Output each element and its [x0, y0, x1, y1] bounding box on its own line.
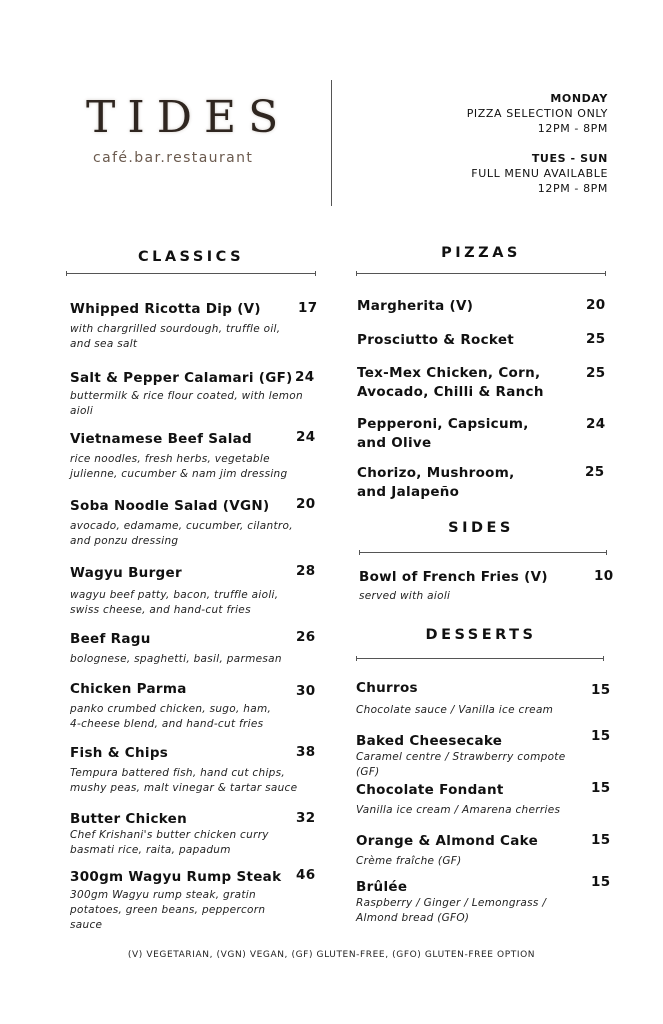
item-description: panko crumbed chicken, sugo, ham, 4-cheese blend, and hand-cut fries [70, 703, 272, 730]
item-price: 24 [296, 429, 316, 445]
item-price: 25 [585, 464, 605, 480]
hours-monday [467, 91, 608, 136]
menu-item [70, 868, 320, 933]
hours-line: PIZZA SELECTION ONLY [466, 107, 608, 120]
item-price: 32 [296, 810, 316, 826]
item-description: Chef Krishani's butter chicken curry basmati rice, raita, papadum [70, 829, 269, 856]
item-name: Margherita (V) [357, 298, 474, 314]
item-price: 26 [296, 629, 316, 645]
item-price: 28 [296, 563, 316, 579]
item-price: 25 [586, 331, 606, 347]
item-description: buttermilk & rice flour coated, with lemon aioli [70, 390, 303, 417]
item-description: with chargrilled sourdough, truffle oil, and sea salt [70, 323, 281, 350]
item-description: rice noodles, fresh herbs, vegetable julienne, cucumber & nam jim dressing [70, 453, 288, 480]
item-description: Crème fraîche (GF) [356, 855, 462, 867]
hours-line: FULL MENU AVAILABLE [471, 167, 608, 180]
item-price: 15 [591, 682, 611, 698]
item-description: Chocolate sauce / Vanilla ice cream [356, 704, 554, 716]
item-name: Chorizo, Mushroom, and Jalapeño [357, 465, 515, 500]
menu-item [359, 568, 589, 604]
hours-day: TUES - SUN [531, 152, 608, 165]
item-price: 24 [586, 416, 606, 432]
menu-item [356, 679, 591, 718]
item-price: 30 [296, 683, 316, 699]
pizzas-heading: PIZZAS [441, 245, 521, 261]
menu-item [357, 331, 577, 349]
item-name: Bowl of French Fries (V) [359, 569, 548, 585]
item-name: Chocolate Fondant [356, 782, 504, 798]
menu-item [357, 364, 577, 402]
item-name: Soba Noodle Salad (VGN) [70, 498, 270, 514]
item-price: 25 [586, 365, 606, 381]
hours-line: 12PM - 8PM [537, 182, 608, 195]
item-name: Baked Cheesecake [356, 733, 503, 749]
menu-item [70, 810, 320, 858]
item-name: Butter Chicken [70, 811, 188, 827]
menu-item [70, 369, 320, 419]
item-price: 20 [296, 496, 316, 512]
menu-item [70, 497, 320, 549]
item-price: 17 [298, 300, 318, 316]
item-name: Beef Ragu [70, 631, 151, 647]
item-name: Brûlée [356, 879, 408, 895]
item-name: Salt & Pepper Calamari (GF) [70, 370, 293, 386]
item-name: Orange & Almond Cake [356, 833, 539, 849]
classics-heading: CLASSICS [137, 249, 245, 265]
dietary-legend: (V) VEGETARIAN, (VGN) VEGAN, (GF) GLUTEN-FREE, (GFO) GLUTEN-FREE OPTION [127, 950, 536, 960]
hours-tues-sun [471, 151, 608, 196]
header-divider [331, 80, 332, 206]
item-description: wagyu beef patty, bacon, truffle aioli, swiss cheese, and hand-cut fries [70, 589, 279, 616]
item-description: served with aioli [359, 590, 451, 602]
hours-line: 12PM - 8PM [537, 122, 608, 135]
menu-item [356, 878, 591, 926]
desserts-heading: DESSERTS [425, 627, 537, 643]
item-name: 300gm Wagyu Rump Steak [70, 869, 282, 885]
menu-item [70, 300, 320, 352]
item-price: 15 [591, 728, 611, 744]
menu-item [357, 415, 577, 453]
item-description: bolognese, spaghetti, basil, parmesan [70, 653, 282, 665]
item-name: Chicken Parma [70, 681, 187, 697]
item-price: 10 [594, 568, 614, 584]
item-name: Vietnamese Beef Salad [70, 431, 252, 447]
desserts-rule [356, 658, 604, 659]
item-price: 20 [586, 297, 606, 313]
item-price: 38 [296, 744, 316, 760]
item-price: 15 [591, 832, 611, 848]
item-name: Prosciutto & Rocket [357, 332, 515, 348]
item-name: Whipped Ricotta Dip (V) [70, 301, 261, 317]
menu-item [356, 781, 591, 818]
sides-rule [359, 552, 607, 553]
item-description: Caramel centre / Strawberry compote (GF) [356, 751, 566, 778]
item-name: Fish & Chips [70, 745, 169, 761]
menu-item [70, 680, 320, 732]
menu-item [356, 832, 591, 869]
menu-item [356, 732, 591, 780]
item-name: Churros [356, 680, 418, 696]
menu-item [357, 464, 577, 502]
item-name: Wagyu Burger [70, 565, 182, 581]
restaurant-logo: TIDES [86, 92, 291, 143]
item-description: Raspberry / Ginger / Lemongrass / Almond bread (GFO) [356, 897, 547, 924]
pizzas-rule [356, 273, 606, 274]
item-name: Pepperoni, Capsicum, and Olive [357, 416, 529, 451]
item-price: 15 [591, 780, 611, 796]
item-description: Tempura battered fish, hand cut chips, mushy peas, malt vinegar & tartar sauce [70, 767, 298, 794]
item-price: 24 [295, 369, 315, 385]
hours-day: MONDAY [550, 92, 608, 105]
menu-item [70, 744, 320, 796]
restaurant-tagline: café.bar.restaurant [93, 150, 254, 166]
item-description: 300gm Wagyu rump steak, gratin potatoes, green beans, peppercorn sauce [70, 889, 266, 931]
menu-item [70, 430, 320, 482]
item-name: Tex-Mex Chicken, Corn, Avocado, Chilli & Ranch [357, 365, 544, 400]
menu-item [70, 630, 320, 667]
sides-heading: SIDES [448, 520, 514, 536]
item-price: 15 [591, 874, 611, 890]
menu-item [70, 564, 320, 618]
item-description: avocado, edamame, cucumber, cilantro, and ponzu dressing [70, 520, 293, 547]
item-description: Vanilla ice cream / Amarena cherries [356, 804, 561, 816]
menu-item [357, 297, 577, 315]
item-price: 46 [296, 867, 316, 883]
classics-rule [66, 273, 316, 274]
